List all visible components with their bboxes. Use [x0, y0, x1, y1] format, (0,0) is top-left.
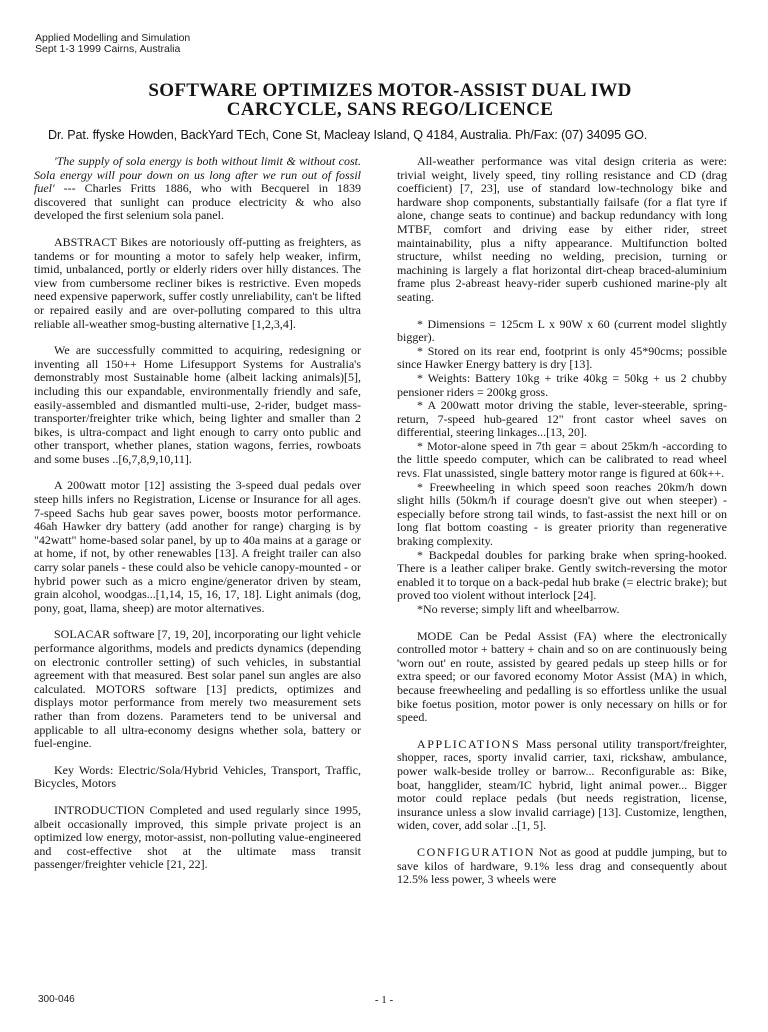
epigraph-source: --- Charles Fritts 1886, who with Becquerel in 1839 discovered that sunlight can produce electricity & who also developed the first selenium sola panel.: [34, 181, 361, 223]
conference-date-location: Sept 1-3 1999 Cairns, Australia: [35, 43, 181, 55]
bullet-speed: * Motor-alone speed in 7th gear = about 25km/h -according to the little speedo computer, which can be calibrated to read wheel revs. Flat unassisted, single battery motor range is figured at 60k++.: [397, 438, 727, 481]
mode-paragraph: [397, 630, 727, 725]
introduction-paragraph: INTRODUCTION Completed and used regularly since 1995, albeit occasionally improved, this simple private project is an optimized low energy, motor-assist, non-polluting value-engineered and cost-effective shot at the ultimate mass transit passenger/freighter vehicle [21, 22].: [34, 802, 361, 872]
configuration-heading: CONFIGURATION: [417, 844, 536, 859]
configuration-text: Not as good at puddle jumping, but to save kilos of hardware, 9.1% less drag and consequently about 12.5% less power, 3 wheels were: [397, 844, 727, 887]
bullet-weights: * Weights: Battery 10kg + trike 40kg = 50kg + us 2 chubby pensioner riders = 200kg gross.: [397, 370, 727, 399]
conference-name: Applied Modelling and Simulation: [35, 32, 191, 44]
bullet-freewheel: * Freewheeling in which speed soon reaches 20km/h down slight hills (50km/h if courage doesn't give out when steeper) - especially before strong tail winds, to fast-assist the next hill or on long flat bottom coasting - is greater priority than regenerative braking complexity.: [397, 479, 727, 549]
bullet-dimensions: * Dimensions = 125cm L x 90W x 60 (current model slightly bigger).: [397, 316, 727, 345]
bullet-backpedal: * Backpedal doubles for parking brake when spring-hooked. There is a leather caliper brake. Gently switch-reversing the motor enabled it to torque on a back-pedal hub brake (= electric brake); but proved too violent without interlock [24].: [397, 547, 727, 603]
author-affiliation: Dr. Pat. ffyske Howden, BackYard TEch, Cone St, Macleay Island, Q 4184, Australia. Ph/Fax: (07) 34095 GO.: [48, 128, 648, 142]
paragraph-committed: We are successfully committed to acquiring, redesigning or inventing all 150++ Home Lifesupport Systems for Australia's demonstrably most Sustainable home (albeit lacking animals)[5], including this our expandable, environmentally friendly and safe, easily-assembled and dismantled multi-use, 2-rider, budget mass-transporter/freighter trike which, being lighter and smaller than 2 bikes, is ultra-compact and light enough to carry onto public and other transport, whether planes, station wagons, ferries, rowboats and some buses ..[6,7,8,9,10,11].: [34, 343, 361, 466]
configuration-paragraph: [397, 846, 727, 887]
paragraph-allweather: All-weather performance was vital design criteria as were: trivial weight, lively speed, tiny rolling resistance and CD (drag coefficient) [7, 23], use of standard low-technology bike and hardware shop components, substantially failsafe (for a flat tyre if alone, change seats to continue) and backup redundancy with long MTBF, comfort and driving ease by either rider, street maintainability, plus a nifty appearance. Multifunction bolted structure, whilst needing no welding, precision, turning or machining is largely a flat horizontal dirt-cheap braced-aluminium frame plus 2-abreast heavy-rider superb cushioned marine-ply alt seating.: [397, 154, 727, 304]
epigraph-text: 'The supply of sola energy is both without limit & without cost. Sola energy will pour down on us long after we run out of fossil fuel': [34, 154, 361, 196]
mode-heading: MODE: [417, 628, 453, 643]
right-column: [397, 155, 727, 900]
bullet-no-reverse: *No reverse; simply lift and wheelbarrow.: [417, 602, 620, 616]
epigraph-quote: [34, 155, 361, 223]
bullet-stored: * Stored on its rear end, footprint is only 45*90cms; possible since Hawker Energy battery is dry [13].: [397, 343, 727, 372]
left-column: [34, 155, 361, 885]
applications-paragraph: [397, 738, 727, 833]
applications-text: Mass personal utility transport/freighter, shopper, races, sporty invalid carrier, taxi, rickshaw, ambulance, power walk-beside trolley or barrow... Reconfigurable as: Bike, boat, hangglider, steam/IC hybrid, light animal power... Bigger motor could replace pedals (but needs registration, license, insurance unless a slow invalid carriage) [13]. Customize, lengthen, widen, cover, add solar ..[1, 5].: [397, 736, 727, 833]
keywords-paragraph: Key Words: Electric/Sola/Hybrid Vehicles, Transport, Traffic, Bicycles, Motors: [34, 762, 361, 791]
bullet-motor: * A 200watt motor driving the stable, lever-steerable, spring-return, 7-speed hub-geared 12" front castor wheel saves on differential, steering linkages...[13, 20].: [397, 398, 727, 440]
page-number: - 1 -: [374, 994, 394, 1006]
applications-heading: APPLICATIONS: [417, 736, 521, 751]
paragraph-solacar: SOLACAR software [7, 19, 20], incorporating our light vehicle performance algorithms, models and predicts dynamics (depending on electronic controller setting) of such vehicles, in substantial agreement with that measured. Best solar panel sun angles are also calculated. MOTORS software [13] predicts, optimizes and displays motor performance from merely two measurement sets rather than from dozens. Parameters tend to be universal and applicable to all ultra-economy designs whether sola, battery or fuel-engine.: [34, 627, 361, 751]
paragraph-motor: A 200watt motor [12] assisting the 3-speed dual pedals over steep hills infers no Registration, License or Insurance for all ages. 7-speed Sachs hub gear saves power, boosts motor performance. 46ah Hawker dry battery (add another for range) charging is by "42watt" home-based solar panel, by up to 40a mains at a garage or at home, if not, by other renewables [13]. A freight trailer can also carry solar panels - these could also be vehicle canopy-mounted - or hybrid power such as a micro engine/generator driven by steam, grain alcohol, woodgas...[1,14, 15, 16, 17, 18]. Light animals (dog, pony, goat, llama, sheep) are motor alternatives.: [34, 478, 361, 615]
paper-title-line-2: CARCYCLE, SANS REGO/LICENCE: [226, 99, 554, 120]
abstract-paragraph: ABSTRACT Bikes are notoriously off-putting as freighters, as tandems or for mounting a motor to safely help weaker, infirm, timid, unbalanced, portly or elderly riders over hilly distances. The view from cumbersome recliner bikes is restrictive. Even mopeds need expensive paperwork, suffer costly unreliability, can't be lifted or repaired easily and are over-polluting compared to this ultra reliable all-weather smog-busting alternative [1,2,3,4].: [34, 234, 361, 331]
paper-code: 300-046: [38, 994, 75, 1005]
mode-text: Can be Pedal Assist (FA) where the electronically controlled motor + battery + chain and so on are continuously being 'worn out' en route, assisted by geared pedals up steep hills or for extra speed; or our favored economy Motor Assist (MA) in which, because freewheeling and pedalling is so effortless unlike the usual bike foetus position, motor power is only necessary on hills or for speed.: [397, 628, 727, 725]
paper-title-line-1: SOFTWARE OPTIMIZES MOTOR-ASSIST DUAL IWD: [148, 80, 632, 101]
